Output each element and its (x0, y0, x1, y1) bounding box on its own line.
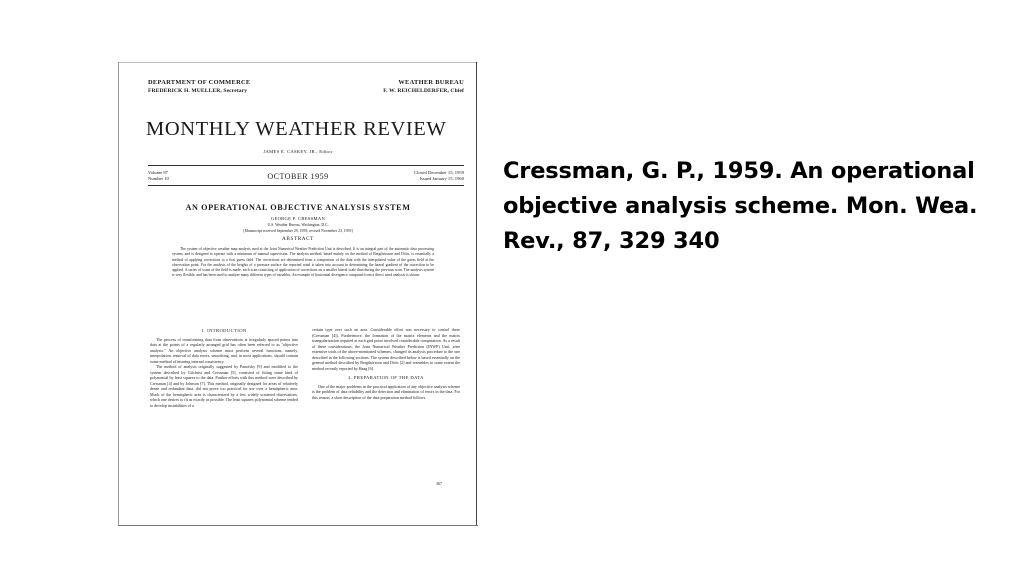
page-number: 367 (436, 481, 442, 486)
rule-mid (148, 185, 464, 186)
article-title: AN OPERATIONAL OBJECTIVE ANALYSIS SYSTEM (185, 203, 411, 212)
column-left (150, 327, 298, 408)
journal-title: MONTHLY WEATHER REVIEW (146, 118, 447, 140)
number: Number 10 (148, 176, 169, 181)
closed-date: Closed December 15, 1959 (413, 170, 464, 175)
right-paragraph-1: certain type over such an area. Considerable effort was necessary to control these (Cressman [4]). Furthermore, the formation of the matrix elements and the matrix triangularization required at each grid point involved considerable computation. As a result of these considerations, the Joint Numerical Weather Prediction (JNWP) Unit, after extensive trials of the above-mentioned schemes, changed its analysis procedure to the one described in the following sections. The system described below is based essentially on the general method described by Bergthórsson and Döös [2] and resembles to some extent the method recently reported by Haag [6]. (312, 327, 460, 371)
page-edge-right (476, 62, 477, 526)
header-left (148, 79, 250, 95)
citation-text: Cressman, G. P., 1959. An operational objective analysis scheme. Mon. Wea. Rev., 87, 329 340 (503, 158, 978, 254)
section-heading-preparation: 2. PREPARATION OF THE DATA (348, 375, 424, 380)
secretary-name: FREDERICK H. MUELLER, Secretary (148, 88, 248, 94)
paper-scan (118, 62, 478, 526)
editor-line: JAMES E. CASKEY, JR., Editor (263, 149, 333, 154)
page-edge-bottom (118, 525, 478, 526)
volume: Volume 87 (148, 170, 168, 175)
section-heading-introduction: 1. INTRODUCTION (201, 328, 247, 333)
page-edge-top (118, 62, 478, 63)
chief-name: F. W. REICHELDERFER, Chief (383, 88, 464, 94)
bureau-name: WEATHER BUREAU (398, 79, 464, 86)
department-name: DEPARTMENT OF COMMERCE (148, 79, 251, 86)
intro-paragraph-2: The method of analysis originally suggested by Panofsky [9] and modified to the system described by Gilchrist and Cressman [5], consisted of fitting some kind of polynomial by least squares to the data. Further efforts with this method were described by Cressman [4] and by Johnson [7]. This method, originally designed for areas of relatively dense and redundant data, did not prove too practical for use over a hemispheric area. Much of the hemispheric area is characterized by a few widely scattered observations, which one desires to fit as exactly as possible. The least squares polynomial scheme tended to develop instabilities of a (150, 364, 298, 408)
affiliation: U.S. Weather Bureau, Washington, D.C. (267, 223, 329, 227)
page-edge-left (118, 62, 119, 526)
received-note: [Manuscript received September 29, 1959; revised November 23, 1959] (243, 229, 353, 233)
header-right (383, 79, 464, 95)
rule-top (148, 165, 464, 166)
right-paragraph-2: One of the major problems in the practical application of any objective analysis scheme is the problem of data reliability and the detection and elimination of errors in the data. For this reason, a short description of the data preparation method follows. (312, 383, 460, 400)
abstract-text: The system of objective weather map analysis used at the Joint Numerical Weather Prediction Unit is described. It is an integral part of the automatic data processing system, and is designed to operate with a minimum of manual supervision. The analysis method, based mainly on the method of Bergthórsson and Döös, is essentially a method of applying corrections to a first guess field. The corrections are determined from a comparison of the data with the interpolated value of the guess field at the observation point. For the analysis of the heights of a pressure surface the reported wind is taken into account in determining the lateral gradient of the correction to be applied. A series of scans of the field is made, each scan consisting of application of corrections on a smaller lateral scale than during the previous scan. The analysis system is very flexible, and has been used to analyze many different types of variables. An example of horizontal divergence computed from a direct wind analysis is shown. (172, 247, 434, 278)
author: GEORGE P. CRESSMAN (270, 216, 326, 221)
abstract-heading: ABSTRACT (282, 236, 314, 242)
issued-date: Issued January 15, 1960 (419, 176, 464, 181)
intro-paragraph-1: The process of transforming data from observations at irregularly spaced points into data at the points of a regularly arranged grid has often been referred to as "objective analysis." An objective analysis scheme must perform several functions, namely, interpolation, removal of data errors, smoothing, and, in most applications, should contain some method of insuring internal consistency. (150, 336, 298, 364)
dates-block (414, 170, 464, 182)
issue-date: OCTOBER 1959 (267, 172, 329, 181)
column-right (312, 327, 460, 400)
